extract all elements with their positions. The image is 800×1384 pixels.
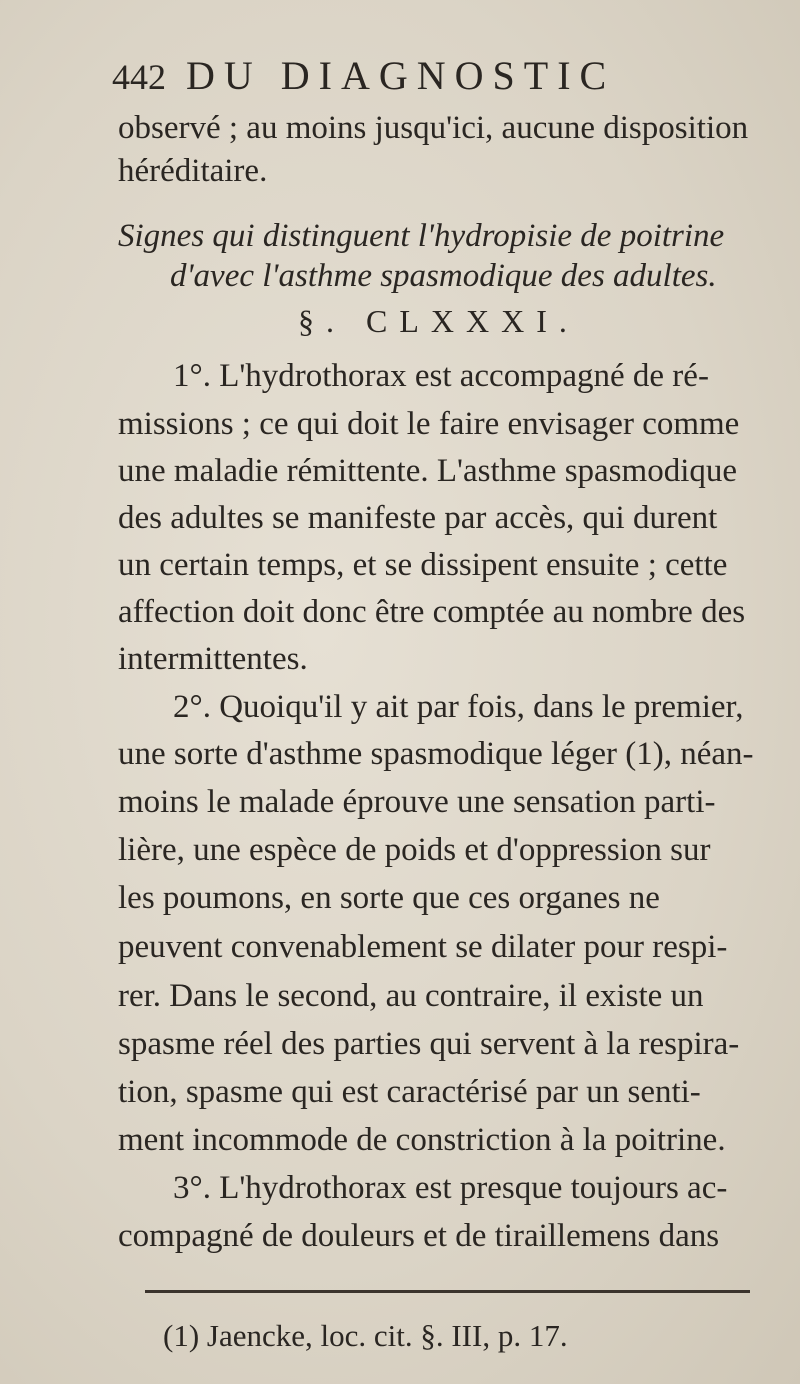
footnote: (1) Jaencke, loc. cit. §. III, p. 17. (163, 1318, 568, 1353)
running-head-title: DU DIAGNOSTIC (186, 53, 616, 98)
body-line-9: une sorte d'asthme spasmodique léger (1), néan- (118, 736, 754, 772)
body-line-13: peuvent convenablement se dilater pour respi- (118, 929, 728, 965)
body-line-16: tion, spasme qui est caractérisé par un senti- (118, 1074, 701, 1110)
body-line-11: lière, une espèce de poids et d'oppression sur (118, 832, 711, 868)
body-line-18: 3°. L'hydrothorax est presque toujours ac- (173, 1170, 728, 1206)
running-header (112, 53, 772, 98)
body-line-6: affection doit donc être comptée au nombre des (118, 594, 746, 630)
body-line-17: ment incommode de constriction à la poitrine. (118, 1122, 726, 1158)
body-line-8: 2°. Quoiqu'il y ait par fois, dans le premier, (173, 689, 744, 725)
body-line-10: moins le malade éprouve une sensation parti- (118, 784, 716, 820)
section-number: §. CLXXXI. (298, 303, 579, 339)
page-number: 442 (112, 57, 166, 97)
heading-line-1: Signes qui distinguent l'hydropisie de poitrine (118, 218, 725, 254)
body-line-4: des adultes se manifeste par accès, qui durent (118, 500, 718, 536)
body-line-3: une maladie rémittente. L'asthme spasmodique (118, 453, 738, 489)
heading-line-2: d'avec l'asthme spasmodique des adultes. (170, 258, 717, 294)
body-line-19: compagné de douleurs et de tiraillemens dans (118, 1218, 720, 1254)
footnote-rule (145, 1290, 750, 1293)
body-line-12: les poumons, en sorte que ces organes ne (118, 880, 660, 916)
body-line-7: intermittentes. (118, 641, 308, 677)
body-line-14: rer. Dans le second, au contraire, il existe un (118, 978, 704, 1014)
body-line-5: un certain temps, et se dissipent ensuite ; cette (118, 547, 728, 583)
body-line-1: 1°. L'hydrothorax est accompagné de ré- (173, 358, 709, 394)
body-line-15: spasme réel des parties qui servent à la respira- (118, 1026, 740, 1062)
body-line-2: missions ; ce qui doit le faire envisager comme (118, 406, 740, 442)
opening-line-1: observé ; au moins jusqu'ici, aucune disposition (118, 110, 749, 146)
opening-line-2: héréditaire. (118, 153, 268, 189)
